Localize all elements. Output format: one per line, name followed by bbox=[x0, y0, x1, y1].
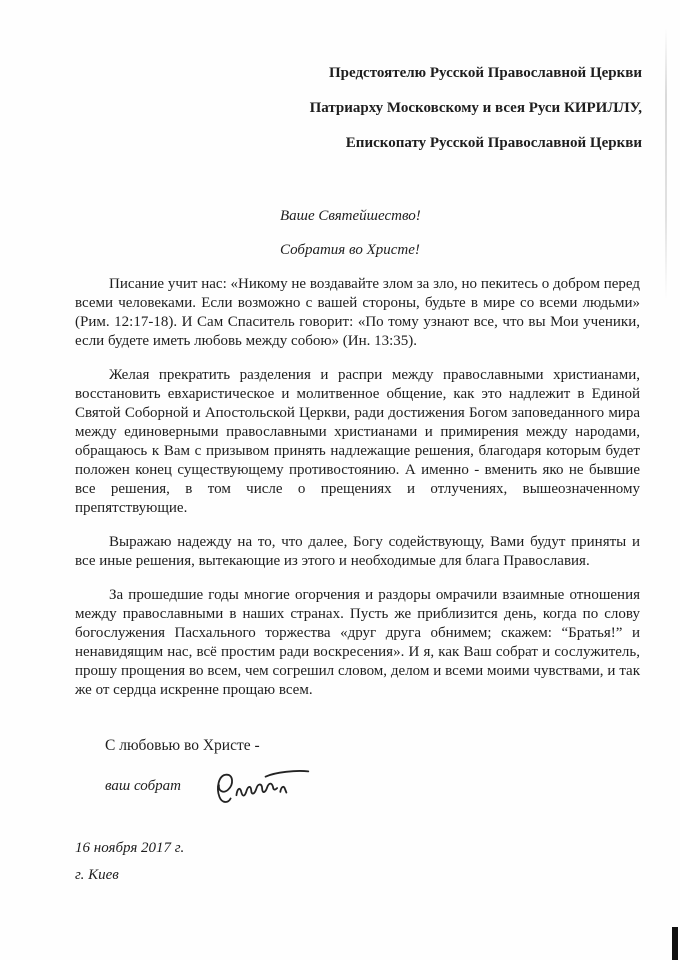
recipient-line-1: Предстоятелю Русской Православной Церкви bbox=[329, 65, 642, 81]
salutation-line-2: Собратия во Христе! bbox=[280, 242, 420, 258]
paragraph-1: Писание учит нас: «Никому не воздавайте злом за зло, но пекитесь о добром перед всеми человеками. Если возможно с вашей стороны, будьте в мире со всеми людьми» (Рим. 12:17-18). И Сам Спаситель говорит: «По тому узнают все, что вы Мои ученики, если будете иметь любовь между собою» (Ин. 13:35). bbox=[75, 276, 640, 349]
signature-row bbox=[105, 763, 680, 809]
recipient-line-2: Патриарху Московскому и всея Руси КИРИЛЛУ, bbox=[309, 100, 642, 116]
signature-label: ваш собрат bbox=[105, 778, 181, 794]
letter-body bbox=[75, 275, 640, 700]
scan-edge-shadow bbox=[665, 28, 667, 300]
recipient-line-3: Епископату Русской Православной Церкви bbox=[345, 135, 642, 151]
scan-artifact-corner bbox=[672, 927, 678, 960]
letter-place: г. Киев bbox=[75, 867, 119, 883]
letter-date: 16 ноября 2017 г. bbox=[75, 840, 185, 856]
paragraph-2: Желая прекратить разделения и распри между православными христианами, восстановить евхаристическое и молитвенное общение, как это надлежит в Единой Святой Соборной и Апостольской Церкви, ради достижения Богом заповеданного мира между единоверными православными христианами и примирения между народами, обращаюсь к Вам с призывом принять надлежащие решения, благодаря которым будет положен конец существующему противостоянию. А именно - вменить яко не бывшие все решения, в том числе о прещениях и отлучениях, вышеозначенному препятствующие. bbox=[75, 367, 640, 516]
signature-handwriting bbox=[202, 760, 316, 812]
closing-line: С любовью во Христе - bbox=[105, 737, 260, 754]
paragraph-4: За прошедшие годы многие огорчения и раздоры омрачили взаимные отношения между православными в наших странах. Пусть же приблизится день, когда по слову богослужения Пасхального торжества «друг друга обнимем; скажем: “Братья!” и ненавидящим нас, всё простим ради воскресения». И я, как Ваш собрат и сослужитель, прошу прощения во всем, чем согрешил словом, делом и всеми моими чувствами, и так же от сердца искренне прощаю всем. bbox=[75, 587, 640, 698]
paragraph-3: Выражаю надежду на то, что далее, Богу содействующу, Вами будут приняты и все иные решения, вытекающие из этого и необходимые для блага Православия. bbox=[75, 534, 640, 569]
salutation-line-1: Ваше Святейшество! bbox=[280, 208, 421, 224]
recipient-block bbox=[0, 64, 642, 153]
date-block bbox=[75, 835, 680, 889]
salutation-block bbox=[280, 207, 680, 260]
